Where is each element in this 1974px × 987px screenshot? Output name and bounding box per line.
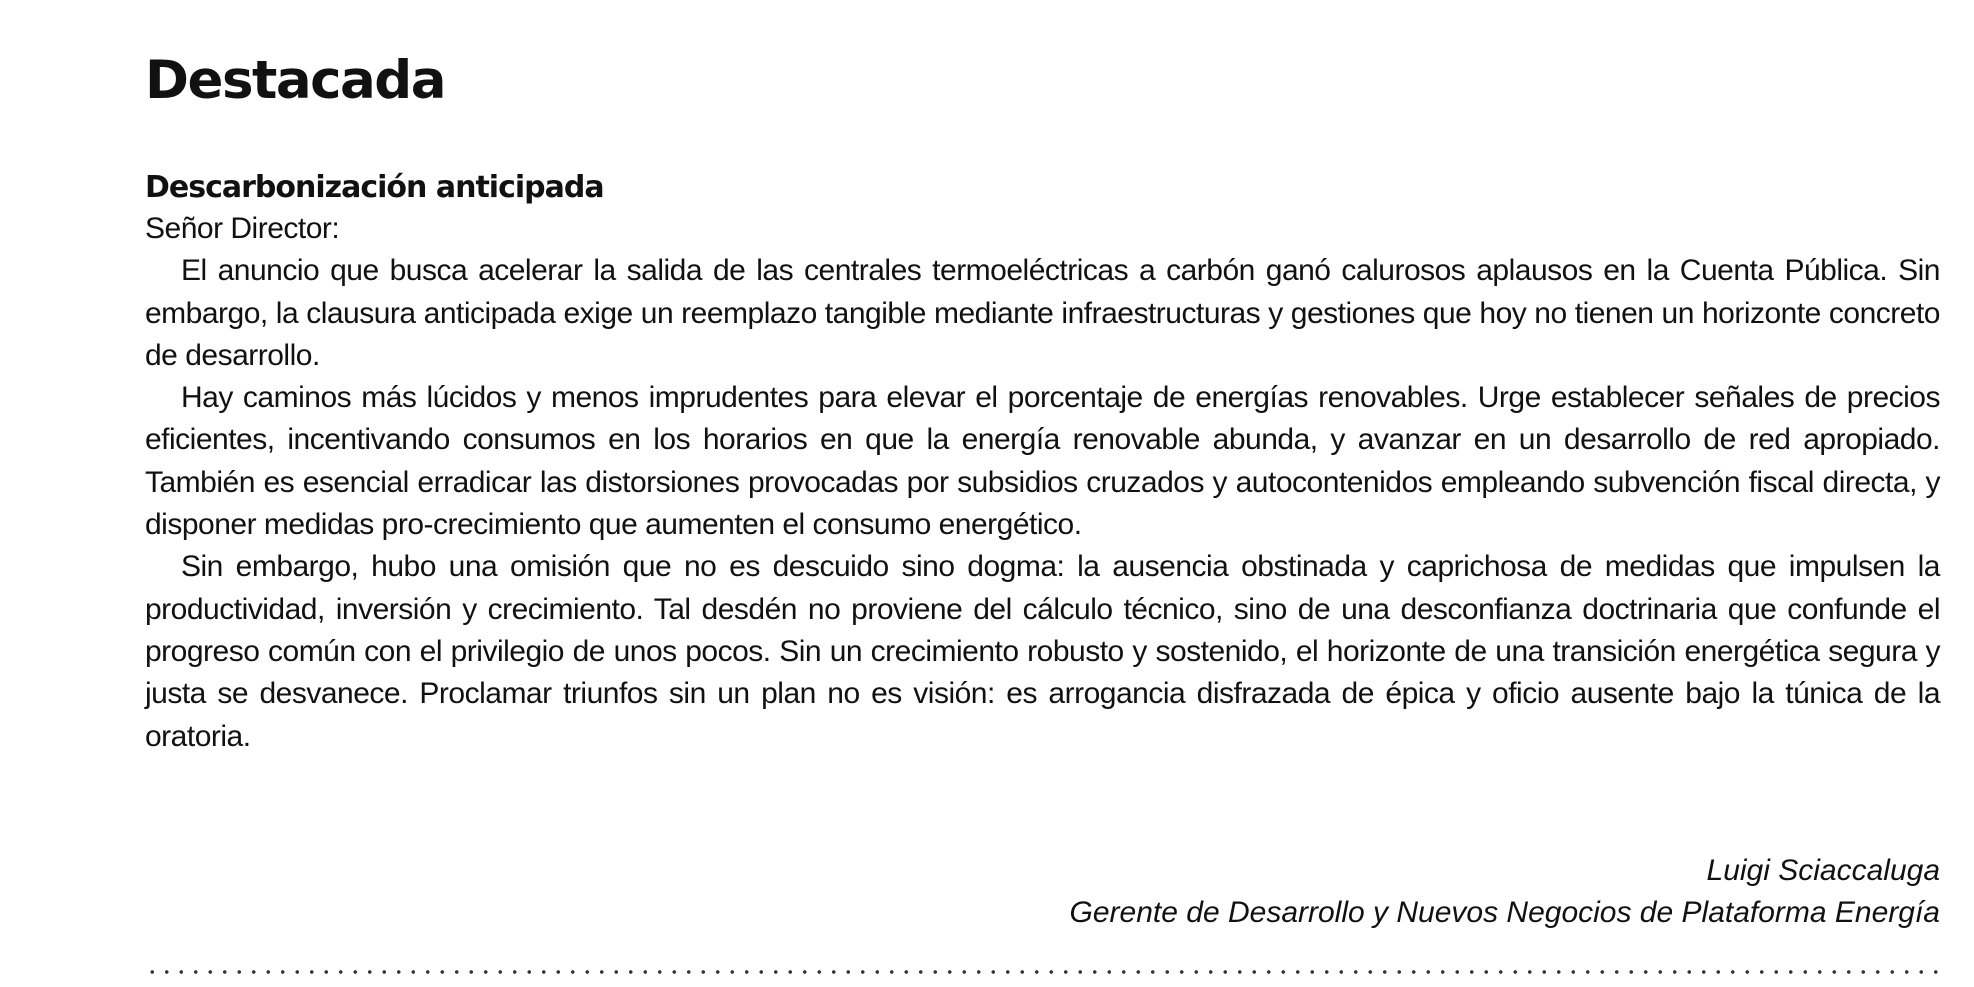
dotted-divider	[145, 970, 1940, 974]
signature	[1070, 850, 1940, 934]
letter	[145, 168, 1940, 758]
letter-paragraph: Sin embargo, hubo una omisión que no es descuido sino dogma: la ausencia obstinada y caprichosa de medidas que impulsen la productividad, inversión y crecimiento. Tal desdén no proviene del cálculo técnico, sino de una desconfianza doctrinaria que confunde el progreso común con el privilegio de unos pocos. Sin un crecimiento robusto y sostenido, el horizonte de una transición energética segura y justa se desvanece. Proclamar triunfos sin un plan no es visión: es arrogancia disfrazada de épica y oficio ausente bajo la túnica de la oratoria.	[145, 550, 1940, 753]
letter-paragraph: Hay caminos más lúcidos y menos imprudentes para elevar el porcentaje de energías renovables. Urge establecer señales de precios eficientes, incentivando consumos en los horarios en que la energía renovable abunda, y avanzar en un desarrollo de red apropiado. También es esencial erradicar las distorsiones provocadas por subsidios cruzados y autocontenidos empleando subvención fiscal directa, y disponer medidas pro-crecimiento que aumenten el consumo energético.	[145, 381, 1940, 542]
section-title: Destacada	[145, 50, 445, 111]
letter-title: Descarbonización anticipada	[145, 170, 604, 205]
signature-role: Gerente de Desarrollo y Nuevos Negocios de Plataforma Energía	[1069, 896, 1940, 929]
salutation: Señor Director:	[145, 212, 340, 245]
signature-name: Luigi Sciaccaluga	[1706, 854, 1940, 887]
letter-paragraph: El anuncio que busca acelerar la salida de las centrales termoeléctricas a carbón ganó calurosos aplausos en la Cuenta Pública. Sin embargo, la clausura anticipada exige un reemplazo tangible mediante infraestructuras y gestiones que hoy no tienen un horizonte concreto de desarrollo.	[145, 254, 1940, 372]
